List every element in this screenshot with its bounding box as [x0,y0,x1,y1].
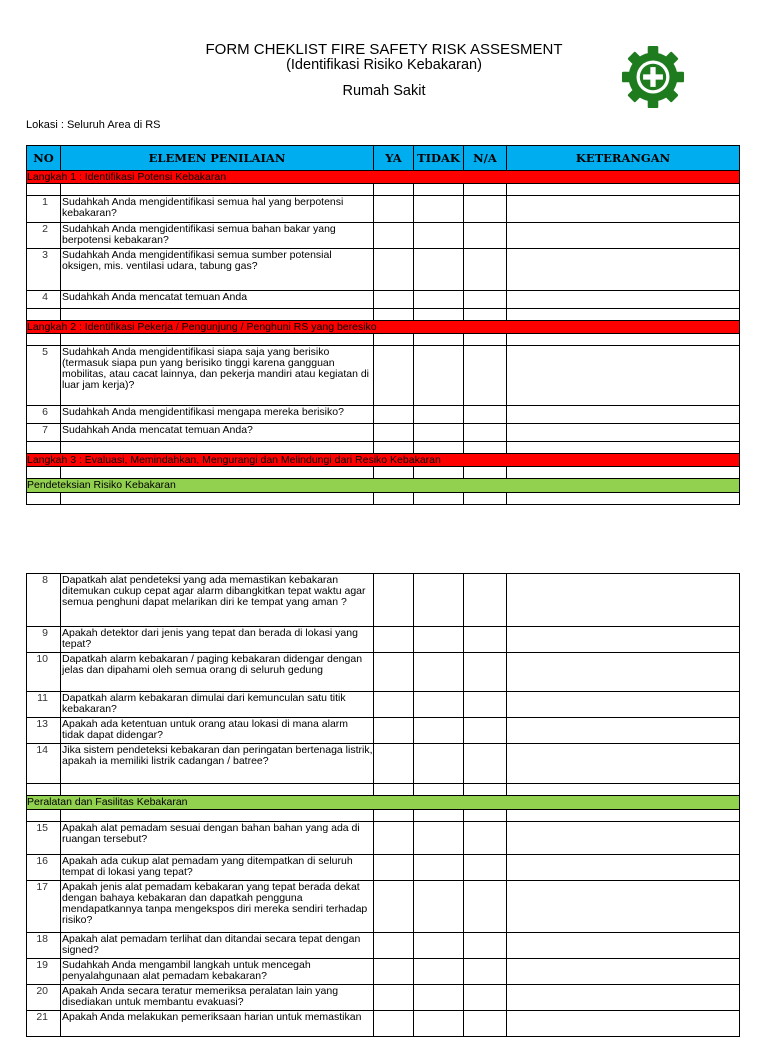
col-header-tidak: TIDAK [414,146,464,171]
form-title: FORM CHEKLIST FIRE SAFETY RISK ASSESMENT [205,41,563,58]
col-header-na: N/A [464,146,507,171]
keterangan-cell[interactable] [507,653,740,692]
table-row [27,810,740,822]
row-number: 21 [27,1011,61,1037]
location-label: Lokasi : Seluruh Area di RS [26,119,161,131]
col-header-no: NO [27,146,61,171]
row-number: 6 [27,406,61,424]
na-cell[interactable] [464,424,507,442]
section-row [27,479,740,493]
table-row [27,574,740,627]
keterangan-cell[interactable] [507,744,740,784]
row-question: Sudahkah Anda mengidentifikasi semua bahan bakar yang berpotensi kebakaran? [61,223,374,249]
na-cell[interactable] [464,822,507,855]
tidak-cell[interactable] [414,718,464,744]
keterangan-cell[interactable] [507,291,740,309]
na-cell[interactable] [464,933,507,959]
tidak-cell[interactable] [414,744,464,784]
na-cell[interactable] [464,249,507,291]
table-row [27,346,740,406]
row-question: Apakah alat pemadam sesuai dengan bahan bahan yang ada di ruangan tersebut? [61,822,374,855]
table-row [27,493,740,505]
table-row [27,291,740,309]
na-cell[interactable] [464,627,507,653]
tidak-cell[interactable] [414,822,464,855]
na-cell[interactable] [464,574,507,627]
row-number: 18 [27,933,61,959]
row-number: 7 [27,424,61,442]
table-row [27,334,740,346]
table-row [27,442,740,454]
na-cell[interactable] [464,855,507,881]
keterangan-cell[interactable] [507,574,740,627]
keterangan-cell[interactable] [507,718,740,744]
tidak-cell[interactable] [414,424,464,442]
table-row [27,627,740,653]
ya-cell[interactable] [374,653,414,692]
row-number: 3 [27,249,61,291]
tidak-cell[interactable] [414,291,464,309]
ya-cell[interactable] [374,959,414,985]
table-row [27,718,740,744]
row-number: 4 [27,291,61,309]
ya-cell[interactable] [374,822,414,855]
keterangan-cell[interactable] [507,406,740,424]
tidak-cell[interactable] [414,933,464,959]
table-row [27,223,740,249]
table-row [27,249,740,291]
ya-cell[interactable] [374,985,414,1011]
section-pendeteksian-label: Pendeteksian Risiko Kebakaran [27,479,740,493]
step-row [27,454,740,467]
tidak-cell[interactable] [414,249,464,291]
keterangan-cell[interactable] [507,346,740,406]
ya-cell[interactable] [374,346,414,406]
row-number: 13 [27,718,61,744]
na-cell[interactable] [464,959,507,985]
row-question: Sudahkah Anda mengidentifikasi semua sumber potensial oksigen, mis. ventilasi udara, tabung gas? [61,249,374,291]
section-row [27,796,740,810]
tidak-cell[interactable] [414,574,464,627]
tidak-cell[interactable] [414,406,464,424]
row-number: 16 [27,855,61,881]
table-row [27,933,740,959]
table-row [27,406,740,424]
table-row [27,653,740,692]
row-question: Apakah Anda secara teratur memeriksa peralatan lain yang disediakan untuk membantu evakuasi? [61,985,374,1011]
row-number: 10 [27,653,61,692]
tidak-cell[interactable] [414,196,464,223]
ya-cell[interactable] [374,196,414,223]
tidak-cell[interactable] [414,346,464,406]
keterangan-cell[interactable] [507,424,740,442]
keterangan-cell[interactable] [507,959,740,985]
tidak-cell[interactable] [414,881,464,933]
keterangan-cell[interactable] [507,855,740,881]
keterangan-cell[interactable] [507,196,740,223]
keterangan-cell[interactable] [507,822,740,855]
row-number: 8 [27,574,61,627]
step-row [27,321,740,334]
step-3-label: Langkah 3 : Evaluasi, Memindahkan, Mengurangi dan Melindungi dari Resiko Kebakaran [27,454,740,467]
tidak-cell[interactable] [414,959,464,985]
checklist-table-part2 [26,573,740,1037]
table-row [27,309,740,321]
na-cell[interactable] [464,223,507,249]
row-question: Sudahkah Anda mengidentifikasi semua hal yang berpotensi kebakaran? [61,196,374,223]
table-row [27,881,740,933]
table-row [27,855,740,881]
row-question: Apakah alat pemadam terlihat dan ditandai secara tepat dengan signed? [61,933,374,959]
row-question: Jika sistem pendeteksi kebakaran dan peringatan bertenaga listrik, apakah ia memiliki listrik cadangan / batree? [61,744,374,784]
section-peralatan-label: Peralatan dan Fasilitas Kebakaran [27,796,740,810]
keterangan-cell[interactable] [507,933,740,959]
na-cell[interactable] [464,653,507,692]
keterangan-cell[interactable] [507,223,740,249]
na-cell[interactable] [464,196,507,223]
col-header-keterangan: KETERANGAN [507,146,740,171]
checklist-table-part1 [26,145,740,505]
k3-gear-cross-icon [620,44,686,110]
table-row [27,692,740,718]
row-question: Apakah jenis alat pemadam kebakaran yang tepat berada dekat dengan bahaya kebakaran dan dapatkah pengguna mendapatkannya tanpa mengekspos diri mereka sendiri terhadap risiko? [61,881,374,933]
ya-cell[interactable] [374,744,414,784]
ya-cell[interactable] [374,574,414,627]
row-question: Sudahkah Anda mengidentifikasi mengapa mereka berisiko? [61,406,374,424]
row-question: Apakah detektor dari jenis yang tepat dan berada di lokasi yang tepat? [61,627,374,653]
table-row [27,467,740,479]
tidak-cell[interactable] [414,223,464,249]
tidak-cell[interactable] [414,627,464,653]
table-row [27,424,740,442]
na-cell[interactable] [464,346,507,406]
row-question: Apakah ada cukup alat pemadam yang ditempatkan di seluruh tempat di lokasi yang tepat? [61,855,374,881]
row-question: Sudahkah Anda mencatat temuan Anda [61,291,374,309]
tidak-cell[interactable] [414,653,464,692]
tidak-cell[interactable] [414,692,464,718]
na-cell[interactable] [464,692,507,718]
row-number: 2 [27,223,61,249]
table-row [27,184,740,196]
table-row [27,784,740,796]
row-question: Dapatkah alarm kebakaran / paging kebakaran didengar dengan jelas dan dipahami oleh semua orang di seluruh gedung [61,653,374,692]
row-question: Apakah ada ketentuan untuk orang atau lokasi di mana alarm tidak dapat didengar? [61,718,374,744]
keterangan-cell[interactable] [507,881,740,933]
na-cell[interactable] [464,406,507,424]
na-cell[interactable] [464,744,507,784]
ya-cell[interactable] [374,933,414,959]
na-cell[interactable] [464,291,507,309]
step-row [27,171,740,184]
row-number: 19 [27,959,61,985]
na-cell[interactable] [464,985,507,1011]
ya-cell[interactable] [374,718,414,744]
form-subtitle: (Identifikasi Risiko Kebakaran) [286,57,482,73]
col-header-elemen: ELEMEN PENILAIAN [61,146,374,171]
na-cell[interactable] [464,881,507,933]
table-row [27,744,740,784]
step-2-label: Langkah 2 : Identifikasi Pekerja / Pengunjung / Penghuni RS yang beresiko [27,321,740,334]
keterangan-cell[interactable] [507,627,740,653]
row-number: 15 [27,822,61,855]
keterangan-cell[interactable] [507,985,740,1011]
keterangan-cell[interactable] [507,249,740,291]
table-row [27,959,740,985]
row-number: 5 [27,346,61,406]
ya-cell[interactable] [374,249,414,291]
row-question: Sudahkah Anda mengambil langkah untuk mencegah penyalahgunaan alat pemadam kebakaran? [61,959,374,985]
tidak-cell[interactable] [414,985,464,1011]
ya-cell[interactable] [374,692,414,718]
step-1-label: Langkah 1 : Identifikasi Potensi Kebakaran [27,171,740,184]
row-question: Apakah Anda melakukan pemeriksaan harian untuk memastikan [61,1011,374,1037]
row-number: 20 [27,985,61,1011]
ya-cell[interactable] [374,855,414,881]
keterangan-cell[interactable] [507,692,740,718]
form-institution: Rumah Sakit [342,83,426,99]
table-row [27,822,740,855]
row-number: 14 [27,744,61,784]
row-question: Sudahkah Anda mengidentifikasi siapa saja yang berisiko (termasuk siapa pun yang berisiko tinggi karena gangguan mobilitas, atau cacat lainnya, dan pekerja mandiri atau kegiatan di luar jam kerja)? [61,346,374,406]
row-question: Sudahkah Anda mencatat temuan Anda? [61,424,374,442]
row-question: Dapatkah alarm kebakaran dimulai dari kemunculan satu titik kebakaran? [61,692,374,718]
ya-cell[interactable] [374,881,414,933]
ya-cell[interactable] [374,223,414,249]
tidak-cell[interactable] [414,855,464,881]
row-question: Dapatkah alat pendeteksi yang ada memastikan kebakaran ditemukan cukup cepat agar alarm dibangkitkan tepat waktu agar semua penghuni dapat melarikan diri ke tempat yang aman ? [61,574,374,627]
row-number: 1 [27,196,61,223]
ya-cell[interactable] [374,406,414,424]
na-cell[interactable] [464,718,507,744]
table-row [27,985,740,1011]
row-number: 9 [27,627,61,653]
row-number: 17 [27,881,61,933]
row-number: 11 [27,692,61,718]
table-header-row [27,146,740,171]
ya-cell[interactable] [374,424,414,442]
ya-cell[interactable] [374,627,414,653]
ya-cell[interactable] [374,291,414,309]
table-row [27,196,740,223]
col-header-ya: YA [374,146,414,171]
